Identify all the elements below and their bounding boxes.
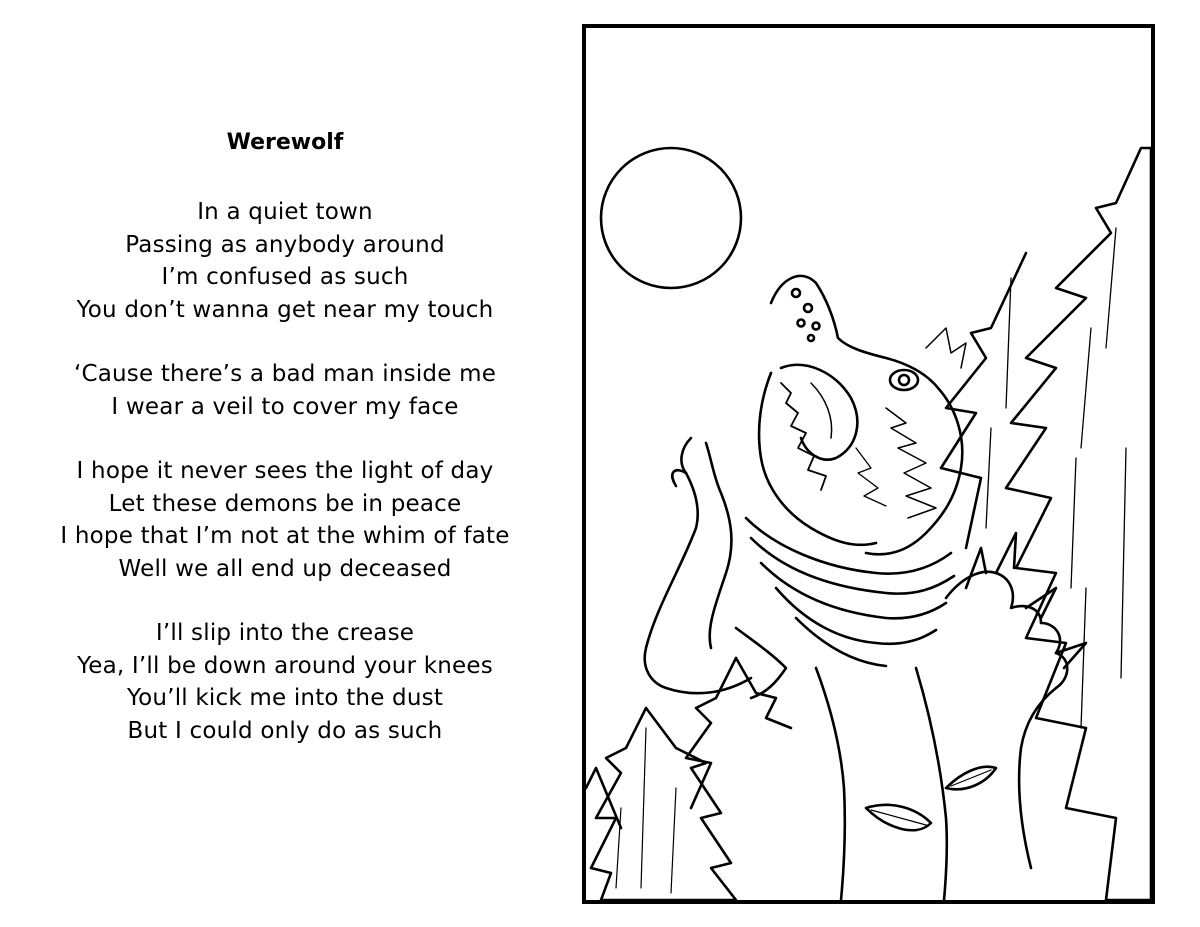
poem-line: You’ll kick me into the dust	[126, 685, 444, 711]
poem-line: I wear a veil to cover my face	[111, 393, 459, 420]
werewolf-illustration	[586, 28, 1151, 900]
poem-line: ‘Cause there’s a bad man inside me	[73, 361, 497, 387]
illustration-frame	[582, 24, 1155, 904]
werewolf-head	[759, 276, 966, 554]
werewolf-body	[816, 668, 947, 900]
poem-line: Well we all end up deceased	[118, 555, 452, 582]
stanza-4	[40, 617, 530, 747]
poem-line: I hope that I’m not at the whim of fate	[60, 523, 510, 549]
pine-tree-back	[941, 253, 1026, 548]
leaf-icon	[866, 805, 931, 830]
leaf-icon	[946, 767, 996, 790]
stanza-1	[40, 196, 530, 326]
werewolf-hand-right	[946, 533, 1086, 868]
poem-line: In a quiet town	[197, 199, 373, 225]
poem-block	[40, 128, 530, 779]
veil-scarf	[746, 518, 954, 666]
poem-title: Werewolf	[226, 130, 344, 155]
stanza-2	[40, 358, 530, 423]
poem-line: Passing as anybody around	[125, 231, 445, 258]
poem-line: I hope it never sees the light of day	[76, 458, 494, 484]
moon-icon	[601, 148, 741, 288]
poem-line: I’m confused as such	[161, 264, 409, 290]
pine-tree-right	[1006, 148, 1151, 900]
poem-line: You don’t wanna get near my touch	[76, 296, 494, 323]
poem-line: But I could only do as such	[127, 717, 443, 744]
stanza-3	[40, 455, 530, 585]
poem-line: Let these demons be in peace	[108, 490, 462, 517]
poem-line: Yea, I’ll be down around your knees	[77, 652, 493, 679]
poem-line: I’ll slip into the crease	[155, 620, 415, 646]
pine-tree-left-front	[591, 708, 736, 900]
